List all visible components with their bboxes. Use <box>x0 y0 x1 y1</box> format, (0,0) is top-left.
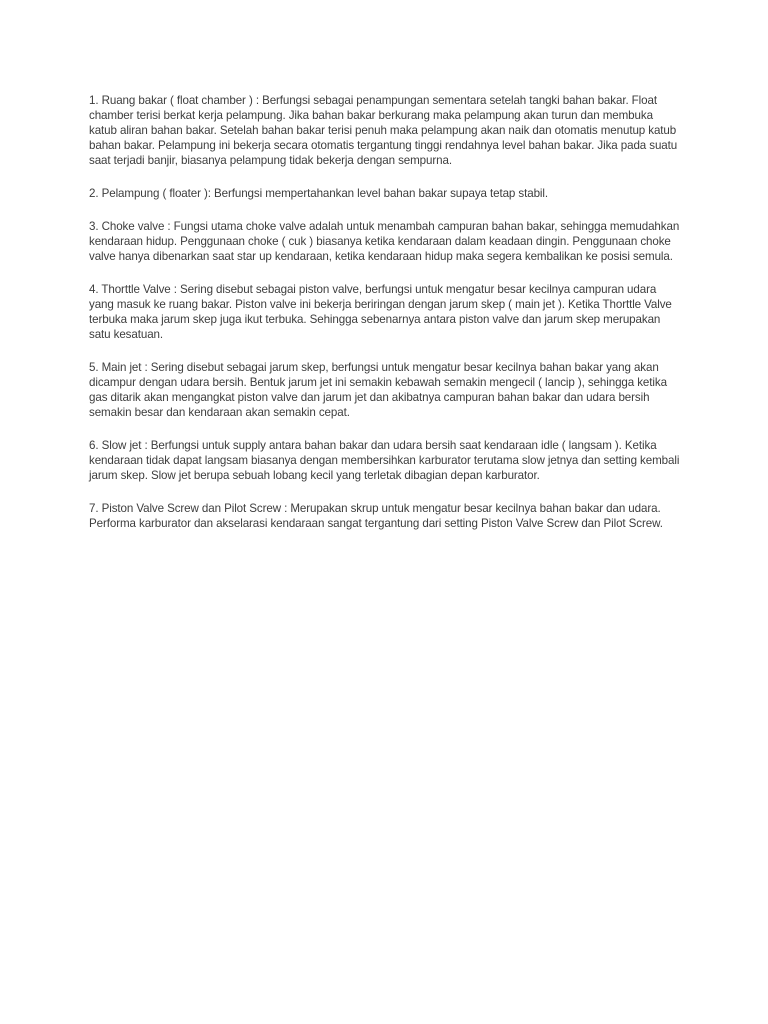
paragraph-pelampung: 2. Pelampung ( floater ): Berfungsi mempertahankan level bahan bakar supaya tetap stabil. <box>89 187 548 200</box>
paragraph-choke-valve: 3. Choke valve : Fungsi utama choke valve adalah untuk menambah campuran bahan bakar, sehingga memudahkan kendaraan hidup. Penggunaan choke ( cuk ) biasanya ketika kendaraan dalam keadaan dingin. Penggunaan choke valve hanya dibenarkan saat star up kendaraan, ketika kendaraan hidup maka segera kembalikan ke posisi semula. <box>89 220 680 263</box>
paragraph-ruang-bakar: 1. Ruang bakar ( float chamber ) : Berfungsi sebagai penampungan sementara setelah tangki bahan bakar. Float chamber terisi berkat kerja pelampung. Jika bahan bakar berkurang maka pelampung akan turun dan membuka katub aliran bahan bakar. Setelah bahan bakar terisi penuh maka pelampung akan naik dan otomatis menutup katub bahan bakar. Pelampung ini bekerja secara otomatis tergantung tinggi rendahnya level bahan bakar. Jika pada suatu saat terjadi banjir, biasanya pelampung tidak bekerja dengan sempurna. <box>89 94 678 167</box>
paragraph-main-jet: 5. Main jet : Sering disebut sebagai jarum skep, berfungsi untuk mengatur besar kecilnya bahan bakar yang akan dicampur dengan udara bersih. Bentuk jarum jet ini semakin kebawah semakin mengecil ( lancip ), sehingga ketika gas ditarik akan mengangkat piston valve dan jarum jet dan akibatnya campuran bahan bakar dan udara bersih semakin besar dan kendaraan akan semakin cepat. <box>89 361 667 419</box>
paragraph-piston-valve-screw: 7. Piston Valve Screw dan Pilot Screw : Merupakan skrup untuk mengatur besar kecilnya bahan bakar dan udara. Performa karburator dan akselarasi kendaraan sangat tergantung dari setting Piston Valve Screw dan Pilot Screw. <box>89 502 663 530</box>
document-body <box>89 93 681 549</box>
paragraph-throttle-valve: 4. Thorttle Valve : Sering disebut sebagai piston valve, berfungsi untuk mengatur besar kecilnya campuran udara yang masuk ke ruang bakar. Piston valve ini bekerja beriringan dengan jarum skep ( main jet ). Ketika Thorttle Valve terbuka maka jarum skep juga ikut terbuka. Sehingga sebenarnya antara piston valve dan jarum skep merupakan satu kesatuan. <box>89 283 672 341</box>
paragraph-slow-jet: 6. Slow jet : Berfungsi untuk supply antara bahan bakar dan udara bersih saat kendaraan idle ( langsam ). Ketika kendaraan tidak dapat langsam biasanya dengan membersihkan karburator terutama slow jetnya dan setting kembali jarum skep. Slow jet berupa sebuah lobang kecil yang terletak dibagian depan karburator. <box>89 439 680 482</box>
